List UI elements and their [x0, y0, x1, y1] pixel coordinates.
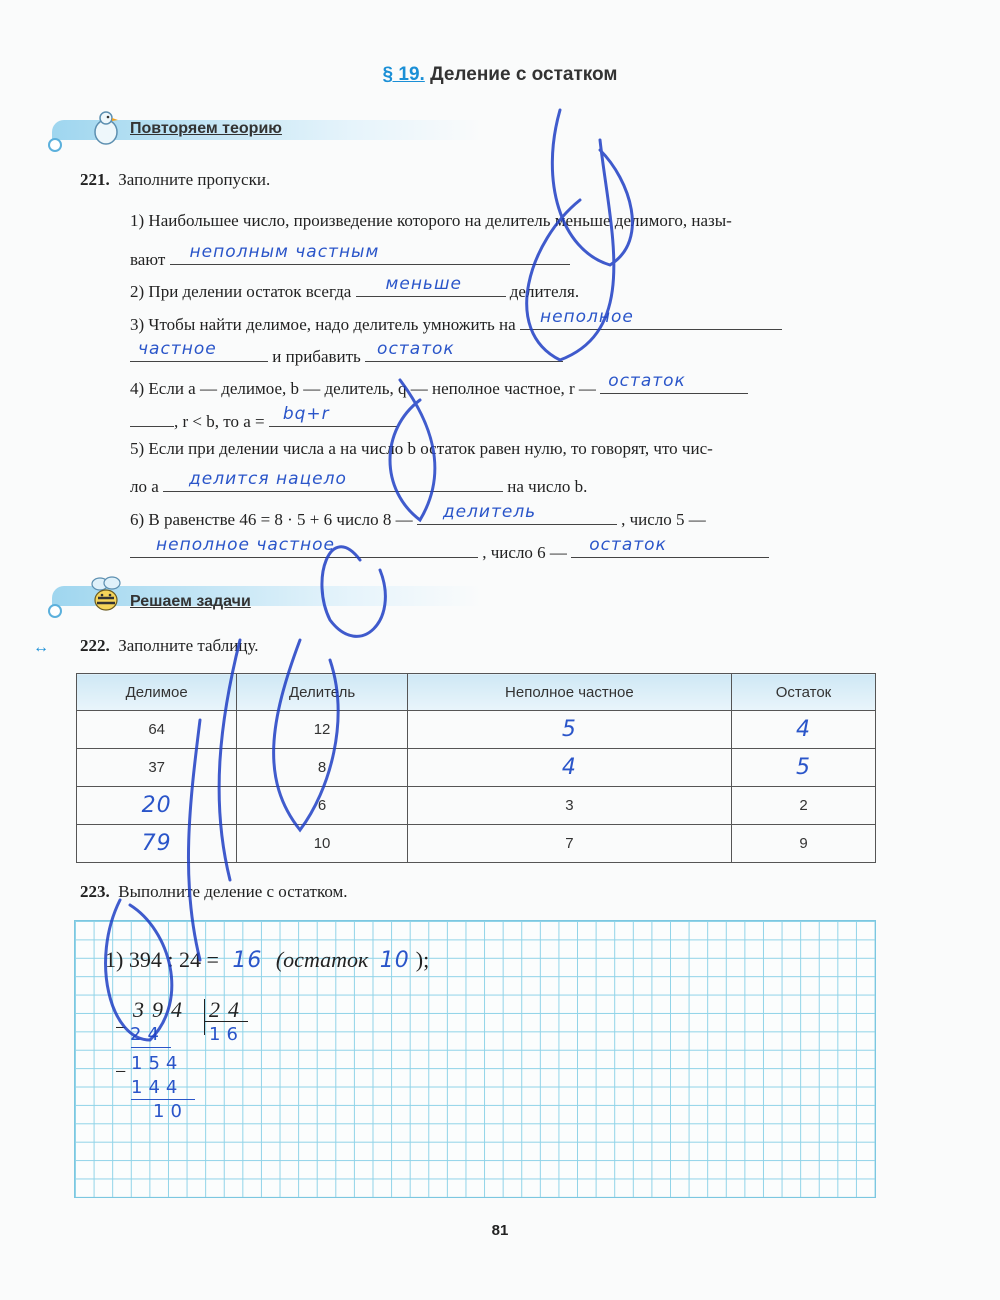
cell-answer[interactable]: 5 [731, 749, 875, 787]
minus-sign: − [115, 1017, 127, 1039]
ex221-s4b: , r < b, то a = bq+r [130, 406, 397, 432]
blank-3a[interactable]: неполное [520, 309, 782, 330]
step-3: 144 [131, 1077, 184, 1098]
col-divisor: Делитель [237, 674, 407, 711]
table-row [77, 749, 876, 787]
cell: 6 [237, 787, 407, 825]
bird-icon [88, 108, 124, 148]
remainder-table [76, 673, 876, 863]
step-1: 24 [130, 1024, 165, 1045]
ex221-s1a: 1) Наибольшее число, произведение которого на делитель меньше делимого, назы- [130, 211, 732, 230]
bullet-icon [48, 604, 62, 618]
blank-2[interactable]: меньше [356, 276, 506, 297]
cell: 3 [407, 787, 731, 825]
blank-1[interactable]: неполным частным [170, 244, 570, 265]
theory-banner [30, 108, 500, 148]
ex221-s2: 2) При делении остаток всегда меньше делителя. [130, 274, 580, 301]
ex221-s4a: 4) Если a — делимое, b — делитель, q — неполное частное, r — остаток [130, 373, 748, 399]
cell-answer[interactable]: 4 [407, 749, 731, 787]
cell-answer[interactable]: 4 [731, 711, 875, 749]
double-arrow-icon: ↔ [33, 639, 49, 656]
col-remainder: Остаток [731, 674, 875, 711]
col-quotient: Неполное частное [407, 674, 731, 711]
cell: 2 [731, 787, 875, 825]
blank-4a-cont[interactable] [130, 406, 174, 427]
blank-6a[interactable]: делитель [417, 504, 617, 525]
minus-sign: − [115, 1061, 127, 1083]
cell: 7 [407, 825, 731, 863]
cell: 9 [731, 825, 875, 863]
ex222-header: 222. Заполните таблицу. [80, 636, 259, 655]
table-row [77, 711, 876, 749]
table-row [77, 787, 876, 825]
theory-label: Повторяем теорию [130, 120, 282, 137]
blank-6c[interactable]: остаток [571, 537, 769, 558]
tasks-label: Решаем задачи [130, 593, 251, 610]
title-text: Деление с остатком [430, 64, 618, 85]
ex221-header: 221. Заполните пропуски. [80, 170, 271, 189]
bullet-icon [48, 138, 62, 152]
cell: 37 [77, 749, 237, 787]
blank-3b[interactable]: частное [130, 341, 268, 362]
blank-6b[interactable]: неполное частное [130, 537, 478, 558]
tasks-banner [30, 574, 500, 614]
step-4: 10 [153, 1101, 188, 1122]
underline-2 [131, 1099, 195, 1100]
blank-4a[interactable]: остаток [600, 373, 748, 394]
col-dividend: Делимое [77, 674, 237, 711]
table-header-row [77, 674, 876, 711]
quotient-digits: 16 [209, 1024, 244, 1045]
graph-paper[interactable] [74, 920, 876, 1198]
ex223-header: 223. Выполните деление с остатком. [80, 882, 348, 901]
underline-1 [131, 1047, 171, 1048]
blank-3c[interactable]: остаток [365, 341, 563, 362]
cell: 8 [237, 749, 407, 787]
cell-answer[interactable]: 79 [77, 825, 237, 863]
dividend: 394 [133, 997, 190, 1022]
step-2: 154 [131, 1053, 184, 1074]
cell: 64 [77, 711, 237, 749]
table-row [77, 825, 876, 863]
ex221-s5b: ло a делится нацело на число b. [130, 469, 588, 496]
cell: 10 [237, 825, 407, 863]
paragraph-number: § 19. [382, 64, 425, 85]
cell-answer[interactable]: 5 [407, 711, 731, 749]
bee-icon [88, 574, 124, 614]
ex221-s3b: частное и прибавить остаток [130, 341, 563, 367]
division-bar-vertical [204, 999, 205, 1035]
cell: 12 [237, 711, 407, 749]
page-number: 81 [491, 1222, 509, 1239]
division-task: 1) 394 : 24 = 16 (остаток 10 ); [105, 947, 430, 973]
ex221-s5a: 5) Если при делении числа a на число b остаток равен нулю, то говорят, что чис- [130, 439, 713, 458]
ex221-s3a: 3) Чтобы найти делимое, надо делитель умножить на неполное [130, 309, 782, 335]
page-title [0, 64, 1000, 86]
cell-answer[interactable]: 20 [77, 787, 237, 825]
blank-5[interactable]: делится нацело [163, 471, 503, 492]
blank-4b[interactable]: bq+r [269, 406, 397, 427]
ex221-s6a: 6) В равенстве 46 = 8 · 5 + 6 число 8 — делитель , число 5 — [130, 502, 706, 529]
divisor: 24 [209, 997, 247, 1022]
ex221-s6b: неполное частное , число 6 — остаток [130, 537, 769, 563]
ex221-s1b: вают неполным частным [130, 244, 570, 270]
